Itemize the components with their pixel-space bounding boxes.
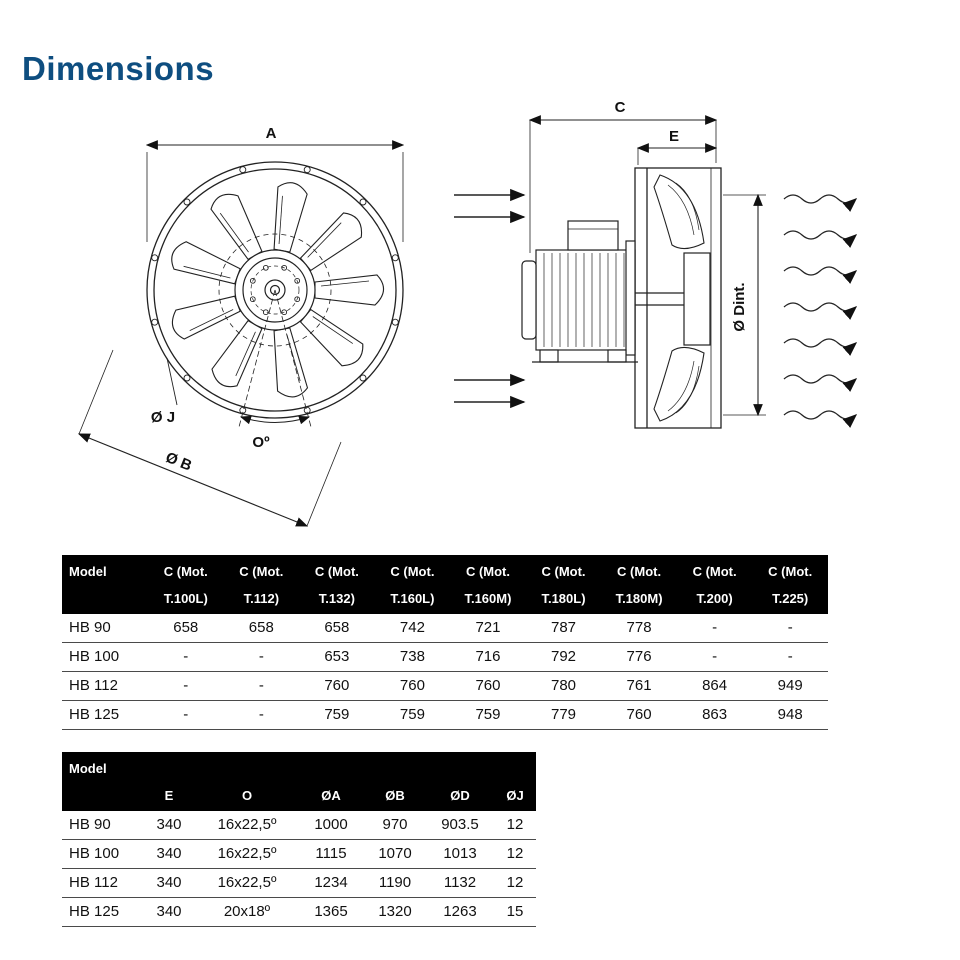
dim-label-dint: Ø Dint. bbox=[731, 282, 748, 332]
value-cell: 760 bbox=[450, 672, 526, 701]
value-cell: 970 bbox=[364, 811, 426, 840]
value-cell: 1013 bbox=[426, 840, 494, 869]
side-view-diagram bbox=[448, 95, 903, 475]
inflow-arrows bbox=[454, 195, 524, 402]
value-cell: 1070 bbox=[364, 840, 426, 869]
value-cell: 903.5 bbox=[426, 811, 494, 840]
value-cell: 716 bbox=[450, 643, 526, 672]
value-cell: 658 bbox=[148, 614, 224, 643]
value-cell: 760 bbox=[601, 701, 677, 730]
column-header: Model bbox=[62, 752, 142, 811]
column-header: O bbox=[196, 752, 298, 811]
value-cell: 760 bbox=[299, 672, 375, 701]
model-cell: HB 125 bbox=[62, 898, 142, 927]
table-row bbox=[62, 811, 536, 840]
column-header: ØB bbox=[364, 752, 426, 811]
value-cell: 12 bbox=[494, 869, 536, 898]
motor-length-table bbox=[62, 555, 828, 730]
value-cell: 340 bbox=[142, 840, 196, 869]
table-row bbox=[62, 840, 536, 869]
header-row bbox=[62, 752, 536, 811]
value-cell: 759 bbox=[450, 701, 526, 730]
model-cell: HB 112 bbox=[62, 869, 142, 898]
value-cell: 1132 bbox=[426, 869, 494, 898]
table-row bbox=[62, 701, 828, 730]
dim-label-ob: Ø B bbox=[163, 448, 195, 475]
value-cell: 776 bbox=[601, 643, 677, 672]
value-cell: 787 bbox=[526, 614, 602, 643]
column-header: ØA bbox=[298, 752, 364, 811]
value-cell: 1320 bbox=[364, 898, 426, 927]
value-cell: - bbox=[224, 701, 300, 730]
model-cell: HB 125 bbox=[62, 701, 148, 730]
value-cell: 721 bbox=[450, 614, 526, 643]
value-cell: 1234 bbox=[298, 869, 364, 898]
value-cell: 761 bbox=[601, 672, 677, 701]
value-cell: 340 bbox=[142, 898, 196, 927]
column-header: E bbox=[142, 752, 196, 811]
outflow-arrows bbox=[784, 195, 856, 419]
table-row bbox=[62, 643, 828, 672]
value-cell: - bbox=[752, 614, 828, 643]
column-header: Model bbox=[62, 555, 148, 614]
value-cell: - bbox=[677, 643, 753, 672]
fan-front-view-svg bbox=[55, 100, 460, 550]
general-dimensions-table bbox=[62, 752, 536, 927]
dim-label-a: A bbox=[265, 125, 277, 142]
column-header: C (Mot. T.180L) bbox=[526, 555, 602, 614]
value-cell: 20x18º bbox=[196, 898, 298, 927]
value-cell: 1190 bbox=[364, 869, 426, 898]
front-view-diagram bbox=[55, 100, 460, 555]
fan-side-view-svg bbox=[448, 95, 903, 470]
column-header: C (Mot. T.160M) bbox=[450, 555, 526, 614]
value-cell: 759 bbox=[299, 701, 375, 730]
dimension-dint bbox=[723, 195, 766, 415]
column-header: C (Mot. T.225) bbox=[752, 555, 828, 614]
value-cell: 742 bbox=[375, 614, 451, 643]
hub-side bbox=[684, 253, 710, 345]
value-cell: 792 bbox=[526, 643, 602, 672]
value-cell: 658 bbox=[299, 614, 375, 643]
value-cell: - bbox=[148, 643, 224, 672]
motor-length-table-header bbox=[62, 555, 828, 614]
value-cell: - bbox=[148, 701, 224, 730]
dimension-c bbox=[530, 99, 716, 253]
value-cell: 658 bbox=[224, 614, 300, 643]
column-header: ØJ bbox=[494, 752, 536, 811]
value-cell: 12 bbox=[494, 840, 536, 869]
value-cell: 759 bbox=[375, 701, 451, 730]
column-header: C (Mot. T.160L) bbox=[375, 555, 451, 614]
model-cell: HB 90 bbox=[62, 811, 142, 840]
column-header: ØD bbox=[426, 752, 494, 811]
header-row bbox=[62, 555, 828, 614]
value-cell: 779 bbox=[526, 701, 602, 730]
general-dimensions-table-body bbox=[62, 811, 536, 927]
value-cell: 948 bbox=[752, 701, 828, 730]
general-dimensions-table-header bbox=[62, 752, 536, 811]
value-cell: 760 bbox=[375, 672, 451, 701]
value-cell: 653 bbox=[299, 643, 375, 672]
model-cell: HB 112 bbox=[62, 672, 148, 701]
value-cell: 949 bbox=[752, 672, 828, 701]
value-cell: 780 bbox=[526, 672, 602, 701]
value-cell: - bbox=[224, 643, 300, 672]
dimension-a bbox=[147, 125, 403, 242]
value-cell: 864 bbox=[677, 672, 753, 701]
table-row bbox=[62, 614, 828, 643]
model-cell: HB 90 bbox=[62, 614, 148, 643]
column-header: C (Mot. T.100L) bbox=[148, 555, 224, 614]
value-cell: - bbox=[224, 672, 300, 701]
value-cell: 340 bbox=[142, 811, 196, 840]
motor bbox=[522, 221, 684, 362]
column-header: C (Mot. T.200) bbox=[677, 555, 753, 614]
value-cell: 12 bbox=[494, 811, 536, 840]
dim-label-e: E bbox=[668, 128, 680, 145]
table-row bbox=[62, 869, 536, 898]
value-cell: 16x22,5º bbox=[196, 811, 298, 840]
value-cell: 15 bbox=[494, 898, 536, 927]
table-row bbox=[62, 898, 536, 927]
value-cell: 1263 bbox=[426, 898, 494, 927]
table-row bbox=[62, 672, 828, 701]
value-cell: 738 bbox=[375, 643, 451, 672]
column-header: C (Mot. T.112) bbox=[224, 555, 300, 614]
value-cell: 340 bbox=[142, 869, 196, 898]
value-cell: 863 bbox=[677, 701, 753, 730]
value-cell: 16x22,5º bbox=[196, 840, 298, 869]
value-cell: 1365 bbox=[298, 898, 364, 927]
dimension-ob bbox=[79, 350, 341, 526]
value-cell: - bbox=[148, 672, 224, 701]
dim-label-c: C bbox=[614, 99, 626, 116]
model-cell: HB 100 bbox=[62, 840, 142, 869]
dim-label-o: Oº bbox=[252, 434, 270, 451]
dimension-e bbox=[638, 128, 716, 165]
value-cell: - bbox=[752, 643, 828, 672]
motor-length-table-body bbox=[62, 614, 828, 730]
value-cell: - bbox=[677, 614, 753, 643]
page-title: Dimensions bbox=[22, 50, 215, 87]
value-cell: 1000 bbox=[298, 811, 364, 840]
column-header: C (Mot. T.132) bbox=[299, 555, 375, 614]
value-cell: 1115 bbox=[298, 840, 364, 869]
dim-label-oj: Ø J bbox=[150, 409, 176, 426]
value-cell: 778 bbox=[601, 614, 677, 643]
model-cell: HB 100 bbox=[62, 643, 148, 672]
column-header: C (Mot. T.180M) bbox=[601, 555, 677, 614]
value-cell: 16x22,5º bbox=[196, 869, 298, 898]
